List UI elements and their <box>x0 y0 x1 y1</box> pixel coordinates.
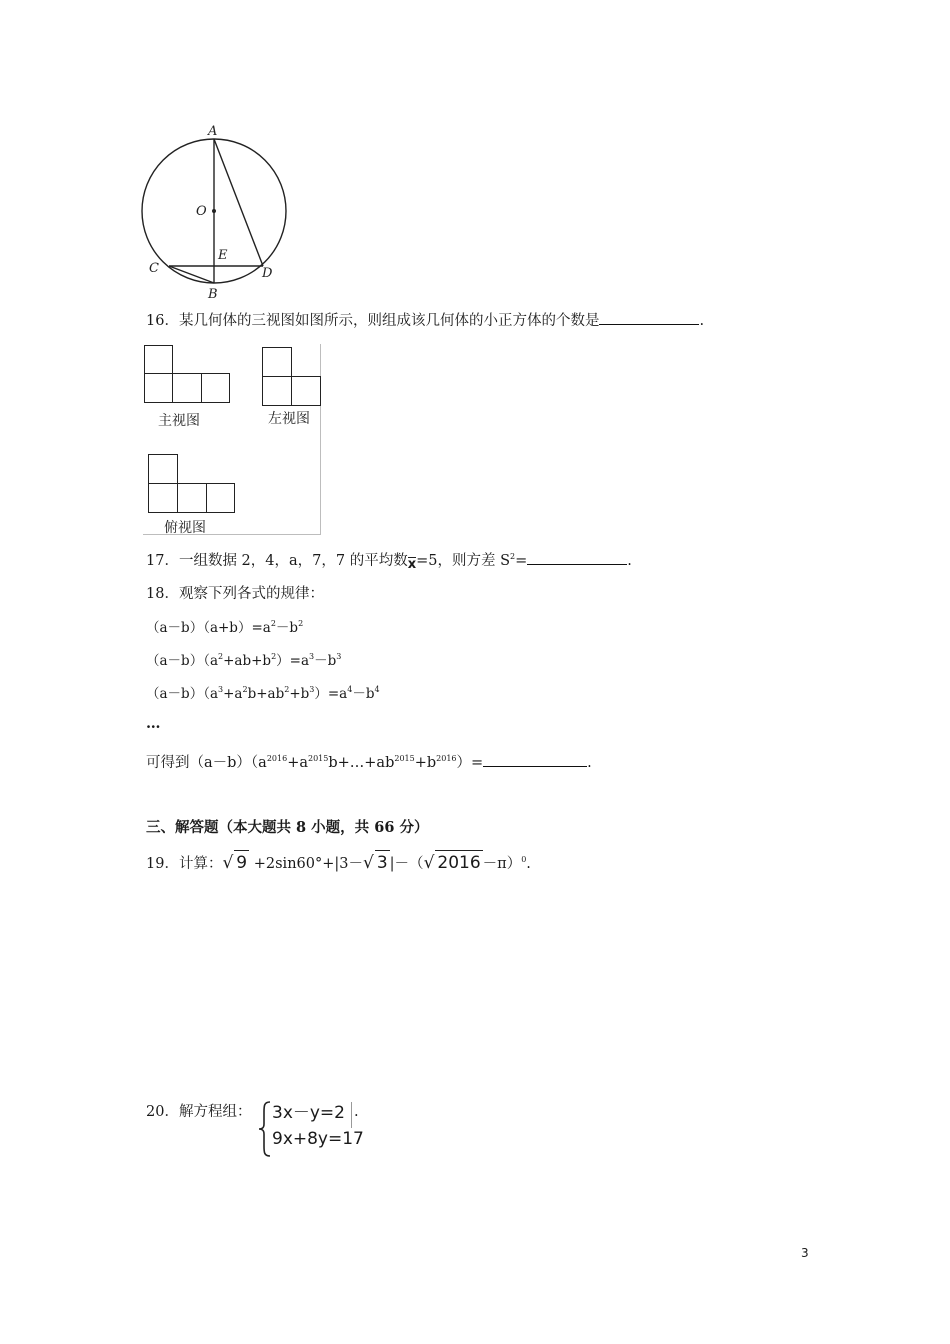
center-point <box>212 209 216 213</box>
circle-figure <box>135 120 305 305</box>
pattern-line-2: $(a-b)(a^2+ab+b^2)=a^3-b^3$ <box>146 652 342 669</box>
front-view-square <box>201 373 230 403</box>
answer-blank-16[interactable] <box>599 310 699 325</box>
answer-blank-17[interactable] <box>527 550 627 565</box>
question-19: 19．计算：√ 9 +2sin60°+|3－√ 3 |－（√ 2016 －π）$^0$. <box>146 850 531 876</box>
left-view-square <box>262 376 292 406</box>
mean-x-bar: x <box>407 557 417 572</box>
question-20-end: . <box>354 1104 359 1120</box>
chord-cb <box>169 266 214 283</box>
label-a: A <box>208 124 218 139</box>
top-view-square <box>148 454 178 484</box>
front-view-label: 主视图 <box>158 413 200 429</box>
label-d: D <box>262 266 273 281</box>
top-view-square <box>206 483 235 513</box>
front-view-square <box>144 373 173 403</box>
sqrt-9: √ 9 <box>222 850 249 875</box>
top-view-square <box>177 483 207 513</box>
equation-2: 9x+8y=17 <box>272 1129 364 1149</box>
label-b: B <box>208 287 218 302</box>
left-view-square <box>262 347 292 377</box>
left-view-square <box>291 376 321 406</box>
equation-1: 3x－y=2 <box>272 1103 345 1123</box>
section-3-heading: 三、解答题（本大题共 8 小题，共 66 分） <box>146 819 429 836</box>
page-number: 3 <box>801 1246 809 1260</box>
question-16-text: 16．某几何体的三视图如图所示，则组成该几何体的小正方体的个数是 <box>146 313 600 329</box>
chord-ad <box>214 139 263 266</box>
label-o: O <box>196 204 207 219</box>
pattern-conclusion: 可得到$(a-b)(a^{2016}+a^{2015}b+\dots+ab^{2015}+b^{2016})=$ . <box>146 754 592 771</box>
top-view-label: 俯视图 <box>164 520 206 536</box>
sqrt-3: √ 3 <box>363 850 390 875</box>
pattern-ellipsis: … <box>146 715 161 732</box>
question-17: 17．一组数据 2，4，a，7，7 的平均数x=5，则方差 $S^2=$ . <box>146 552 632 572</box>
question-16: 16．某几何体的三视图如图所示，则组成该几何体的小正方体的个数是 . <box>146 310 704 331</box>
label-e: E <box>218 248 228 263</box>
answer-blank-18[interactable] <box>483 752 587 767</box>
left-view-label: 左视图 <box>268 411 310 427</box>
front-view-square <box>144 345 173 374</box>
sqrt-2016: √ 2016 <box>424 850 483 875</box>
question-18: 18．观察下列各式的规律： <box>146 586 324 602</box>
top-view-square <box>148 483 178 513</box>
pattern-line-3: $(a-b)(a^3+a^2b+ab^2+b^3)=a^4-b^4$ <box>146 685 380 702</box>
front-view-square <box>172 373 202 403</box>
label-c: C <box>149 261 159 276</box>
equation-right-border <box>351 1102 352 1128</box>
left-brace-icon <box>258 1100 272 1158</box>
question-20-label: 20．解方程组： <box>146 1104 252 1120</box>
pattern-line-1: $(a-b)(a+b)=a^2-b^2$ <box>146 619 304 636</box>
